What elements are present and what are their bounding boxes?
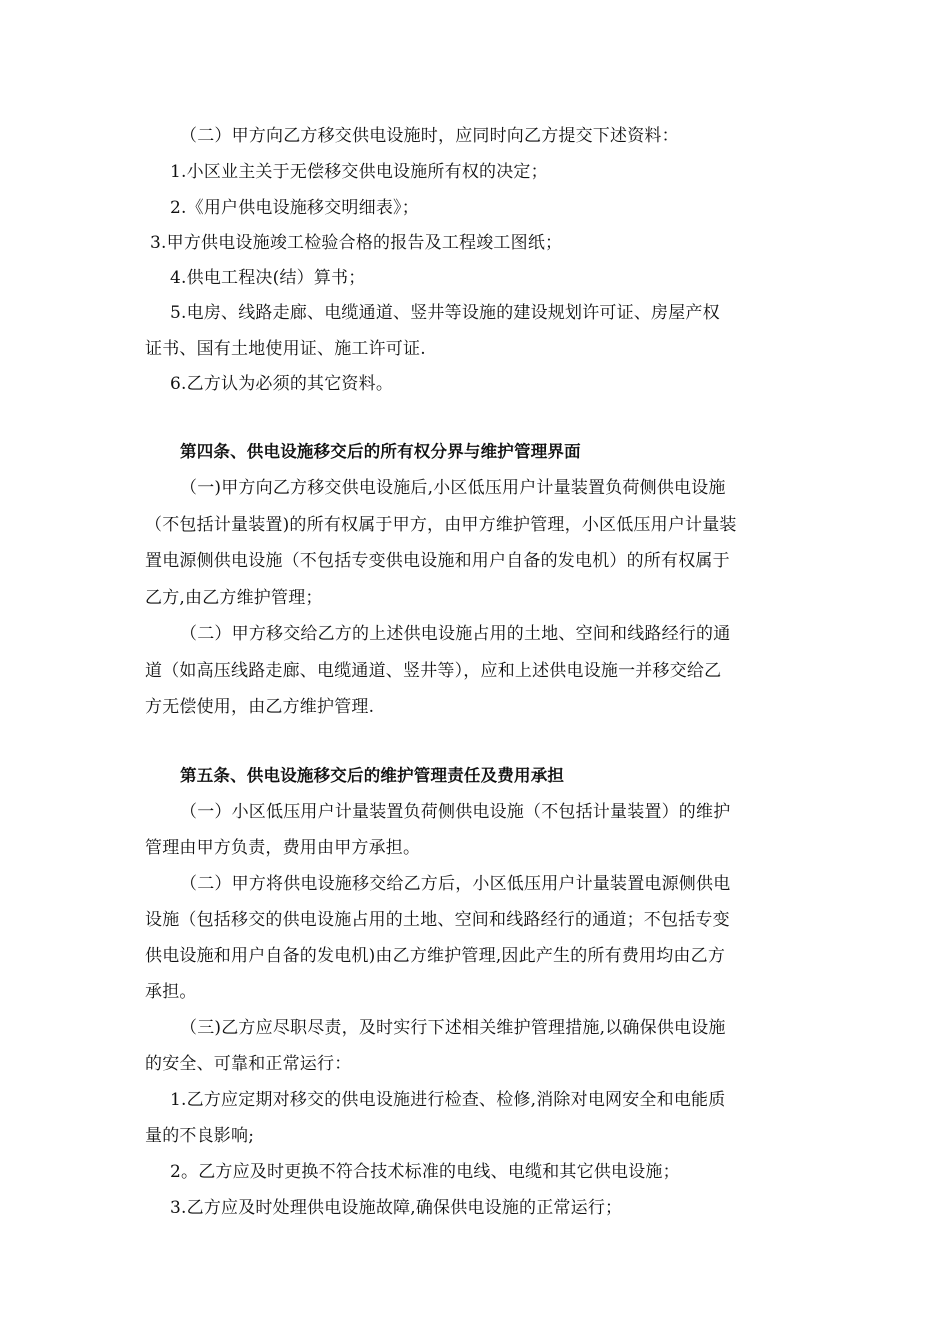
section-heading-article-5: 第五条、供电设施移交后的维护管理责任及费用承担 [180,766,565,785]
paragraph-line: （不包括计量装置)的所有权属于甲方，由甲方维护管理，小区低压用户计量装 [145,515,737,535]
paragraph-line: 置电源侧供电设施（不包括专变供电设施和用户自备的发电机）的所有权属于 [145,551,730,571]
list-item: 1.小区业主关于无偿移交供电设施所有权的决定； [170,162,548,182]
paragraph-line: （三)乙方应尽职尽责，及时实行下述相关维护管理措施,以确保供电设施 [180,1018,726,1038]
paragraph-line: （二）甲方移交给乙方的上述供电设施占用的土地、空间和线路经行的通 [180,624,731,644]
paragraph-line: 方无偿使用，由乙方维护管理. [145,697,375,717]
list-item: 2.《用户供电设施移交明细表》； [170,198,419,218]
paragraph-line: 的安全、可靠和正常运行： [145,1054,352,1074]
paragraph-line: 设施（包括移交的供电设施占用的土地、空间和线路经行的通道；不包括专变 [145,910,730,930]
list-item: 4.供电工程决(结）算书； [170,268,366,288]
section-heading-article-4: 第四条、供电设施移交后的所有权分界与维护管理界面 [180,442,581,461]
list-item: 6.乙方认为必须的其它资料。 [170,374,394,394]
paragraph-line: 道（如高压线路走廊、电缆通道、竖井等），应和上述供电设施一并移交给乙 [145,661,722,681]
list-item: 3.乙方应及时处理供电设施故障,确保供电设施的正常运行； [170,1198,623,1218]
paragraph-line: 承担。 [145,982,197,1002]
paragraph-line: （二）甲方将供电设施移交给乙方后，小区低压用户计量装置电源侧供电 [180,874,731,894]
list-item: 3.甲方供电设施竣工检验合格的报告及工程竣工图纸； [150,233,563,253]
list-item: 1.乙方应定期对移交的供电设施进行检查、检修,消除对电网安全和电能质 [170,1090,726,1110]
list-item: 5.电房、线路走廊、电缆通道、竖井等设施的建设规划许可证、房屋产权 [170,303,720,323]
paragraph-line: （二）甲方向乙方移交供电设施时，应同时向乙方提交下述资料： [180,126,679,146]
paragraph-line: 供电设施和用户自备的发电机)由乙方维护管理,因此产生的所有费用均由乙方 [145,946,726,966]
paragraph-line: （一）小区低压用户计量装置负荷侧供电设施（不包括计量装置）的维护 [180,802,731,822]
paragraph-line: 乙方,由乙方维护管理； [145,588,323,608]
paragraph-line: 证书、国有土地使用证、施工许可证. [145,339,426,359]
paragraph-line: 管理由甲方负责，费用由甲方承担。 [145,838,421,858]
paragraph-line: 量的不良影响; [145,1126,255,1146]
list-item: 2。乙方应及时更换不符合技术标准的电线、电缆和其它供电设施； [170,1162,680,1182]
paragraph-line: （一)甲方向乙方移交供电设施后,小区低压用户计量装置负荷侧供电设施 [180,478,726,498]
